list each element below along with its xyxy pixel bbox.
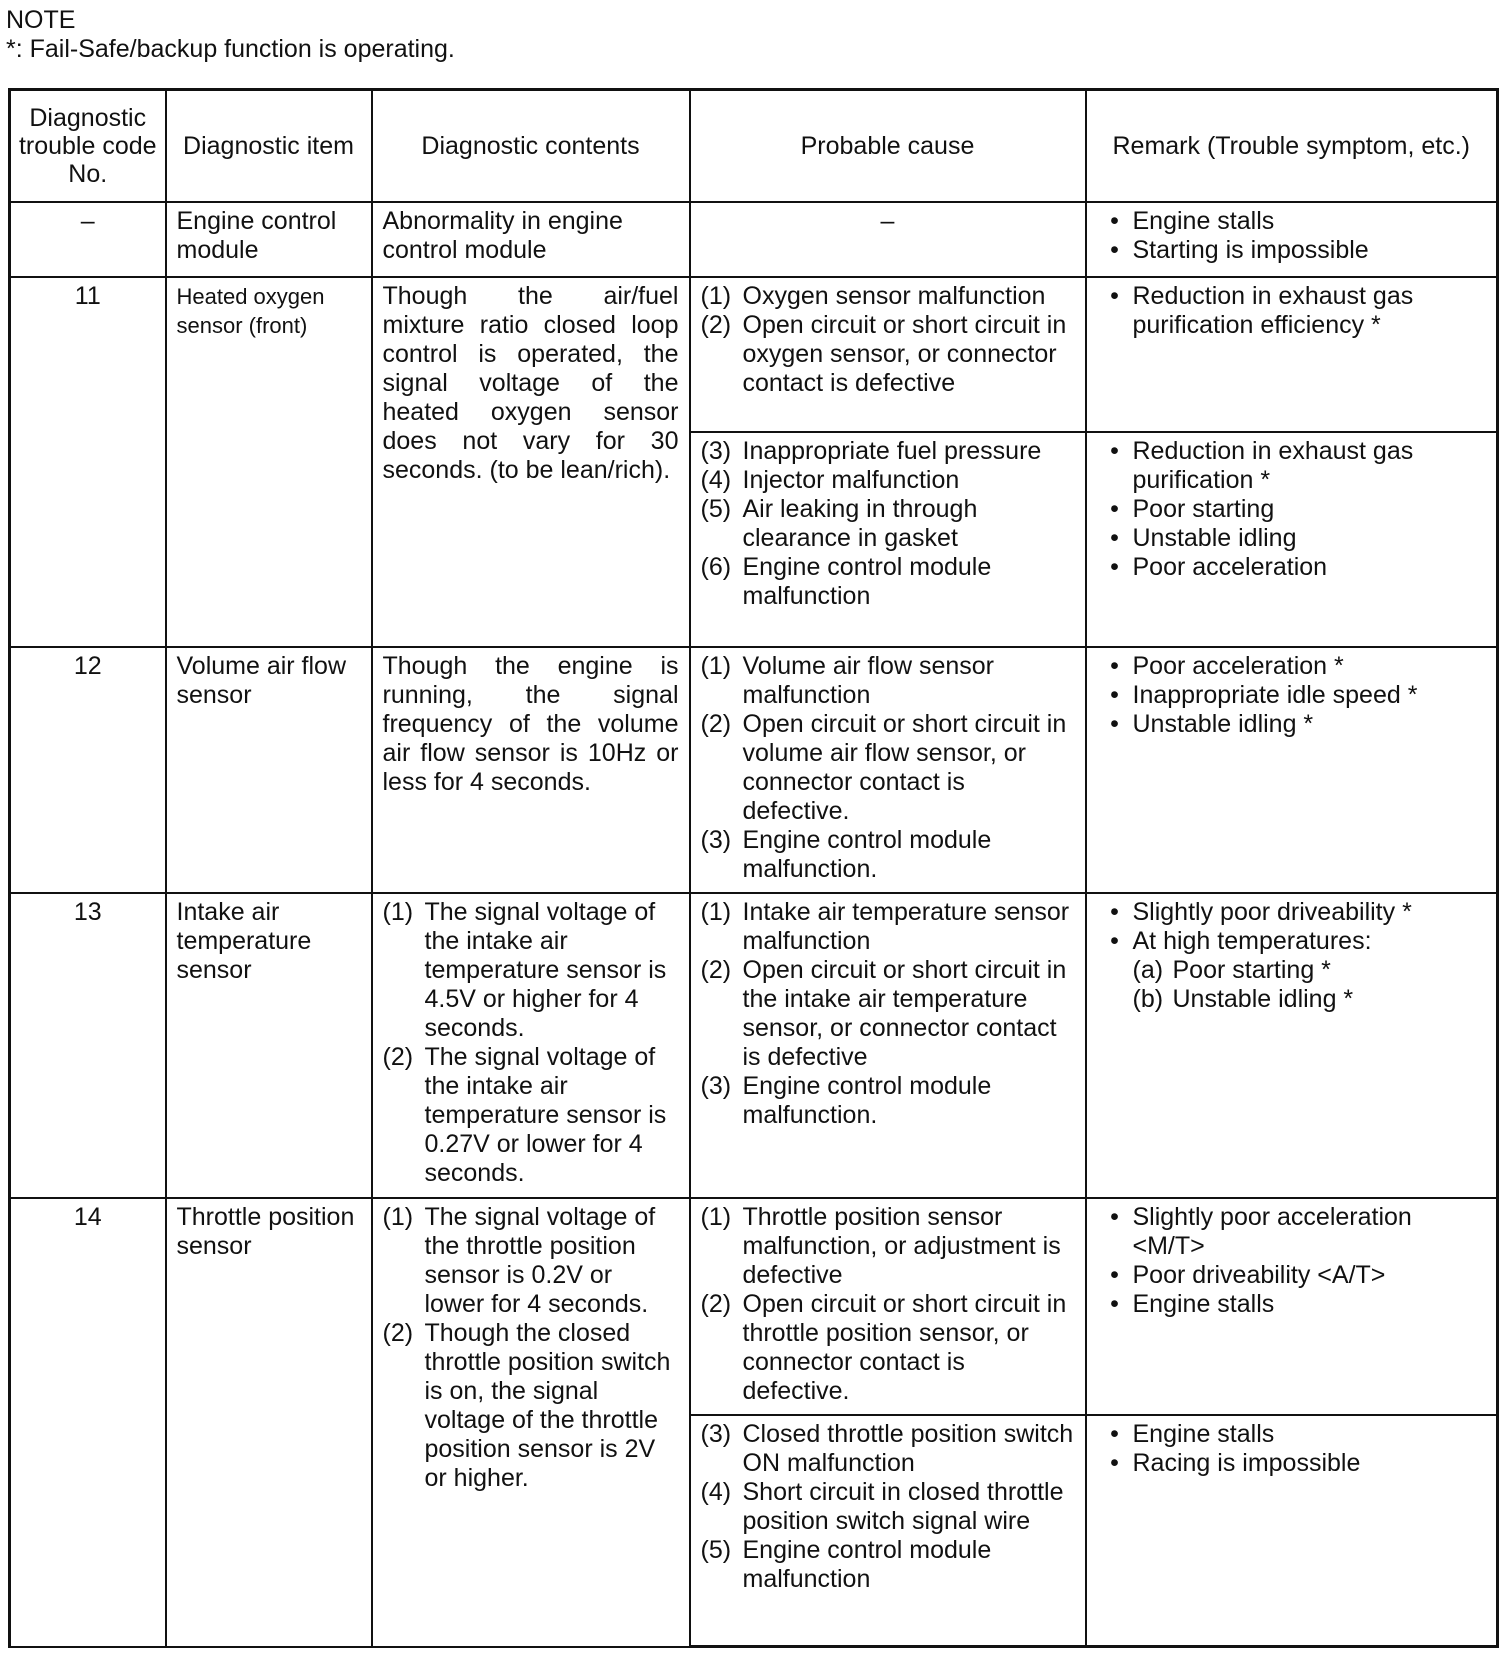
remark-subitem: (b) Unstable idling *	[1132, 985, 1354, 1014]
contents-cell: Abnormality in engine control module	[372, 202, 690, 277]
cause-cell	[690, 893, 1086, 1198]
remark-item: • Poor starting	[1110, 494, 1275, 523]
remark-cell	[1086, 893, 1498, 1198]
remark-item: • Starting is impossible	[1110, 235, 1369, 264]
remark-cell	[1086, 1198, 1498, 1415]
item-cell: Heated oxygen sensor (front)	[166, 277, 372, 647]
item-cell: Intake air temperature sensor	[166, 893, 372, 1198]
note-block	[6, 6, 455, 64]
cause-cell	[690, 277, 1086, 432]
remark-cell	[1086, 1415, 1498, 1647]
remark-item: • Inappropriate idle speed *	[1110, 681, 1418, 710]
contents-item: (2) The signal voltage of the intake air temperature sensor is 0.27V or lower for 4 seconds.	[382, 1043, 667, 1188]
remark-item: • Unstable idling	[1110, 523, 1297, 552]
remark-item: • Racing is impossible	[1110, 1448, 1361, 1477]
table-row-14	[10, 1198, 1498, 1415]
remark-item: • Poor acceleration *	[1110, 652, 1344, 681]
remark-cell	[1086, 202, 1498, 277]
remark-item: • Reduction in exhaust gas purification efficiency *	[1110, 282, 1414, 340]
remark-item: • Poor driveability <A/T>	[1110, 1261, 1386, 1290]
cause-item: (2) Open circuit or short circuit in oxygen sensor, or connector contact is defective	[700, 311, 1067, 398]
code-cell: 11	[10, 277, 166, 647]
item-cell: Throttle position sensor	[166, 1198, 372, 1646]
cause-item: (4) Short circuit in closed throttle position switch signal wire	[700, 1477, 1064, 1535]
table-row-ecm	[10, 202, 1498, 277]
cause-item: (2) Open circuit or short circuit in throttle position sensor, or connector contact is defective.	[700, 1290, 1067, 1406]
remark-cell	[1086, 647, 1498, 893]
contents-item: (2) Though the closed throttle position switch is on, the signal voltage of the throttle position sensor is 2V or higher.	[382, 1319, 671, 1493]
header-code: Diagnostic trouble code No.	[10, 90, 166, 202]
contents-cell: Though the air/fuel mixture ratio closed loop control is operated, the signal voltage of the heated oxygen sensor does not vary for 30 seconds. (to be lean/rich).	[372, 277, 690, 647]
header-item: Diagnostic item	[166, 90, 372, 202]
cause-item: (2) Open circuit or short circuit in volume air flow sensor, or connector contact is defective.	[700, 710, 1067, 826]
note-text: *: Fail-Safe/backup function is operating.	[6, 35, 455, 63]
contents-item: (1) The signal voltage of the throttle position sensor is 0.2V or lower for 4 seconds.	[382, 1203, 656, 1319]
contents-cell	[372, 893, 690, 1198]
note-title: NOTE	[6, 6, 76, 34]
diagnostic-table	[8, 88, 1499, 1648]
cause-item: (3) Inappropriate fuel pressure	[700, 436, 1042, 465]
remark-item: • At high temperatures:	[1110, 927, 1372, 956]
remark-item: • Slightly poor driveability *	[1110, 898, 1412, 927]
cause-cell	[690, 647, 1086, 893]
item-cell: Engine control module	[166, 202, 372, 277]
cause-item: (4) Injector malfunction	[700, 465, 960, 494]
contents-cell	[372, 1198, 690, 1646]
remark-item: • Unstable idling *	[1110, 710, 1314, 739]
item-cell: Volume air flow sensor	[166, 647, 372, 893]
remark-subitem: (a) Poor starting *	[1132, 956, 1331, 985]
cause-item: (1) Throttle position sensor malfunction, or adjustment is defective	[700, 1203, 1061, 1290]
cause-item: (6) Engine control module malfunction	[700, 552, 992, 610]
cause-cell	[690, 1198, 1086, 1415]
cause-item: (1) Volume air flow sensor malfunction	[700, 652, 995, 710]
header-contents: Diagnostic contents	[372, 90, 690, 202]
remark-item: • Engine stalls	[1110, 206, 1275, 235]
cause-cell: –	[690, 202, 1086, 277]
remark-item: • Reduction in exhaust gas purification *	[1110, 436, 1414, 494]
header-remark: Remark (Trouble symptom, etc.)	[1086, 90, 1498, 202]
code-cell: 14	[10, 1198, 166, 1646]
cause-item: (3) Engine control module malfunction.	[700, 826, 992, 884]
cause-item: (1) Intake air temperature sensor malfunction	[700, 898, 1070, 956]
cause-cell	[690, 432, 1086, 648]
table-row-12	[10, 647, 1498, 893]
code-cell: –	[10, 202, 166, 277]
cause-item: (3) Engine control module malfunction.	[700, 1072, 992, 1130]
remark-item: • Engine stalls	[1110, 1290, 1275, 1319]
cause-item: (1) Oxygen sensor malfunction	[700, 282, 1046, 311]
remark-cell	[1086, 277, 1498, 432]
remark-item: • Poor acceleration	[1110, 552, 1328, 581]
table-row-13	[10, 893, 1498, 1198]
remark-item: • Slightly poor acceleration <M/T>	[1110, 1203, 1412, 1261]
remark-cell	[1086, 432, 1498, 648]
table-row-11	[10, 277, 1498, 432]
header-row	[10, 90, 1498, 202]
code-cell: 13	[10, 893, 166, 1198]
cause-item: (5) Air leaking in through clearance in gasket	[700, 494, 978, 552]
remark-item: • Engine stalls	[1110, 1419, 1275, 1448]
cause-item: (5) Engine control module malfunction	[700, 1535, 992, 1593]
header-cause: Probable cause	[690, 90, 1086, 202]
cause-item: (2) Open circuit or short circuit in the intake air temperature sensor, or connector contact is defective	[700, 956, 1067, 1072]
cause-cell	[690, 1415, 1086, 1647]
cause-item: (3) Closed throttle position switch ON malfunction	[700, 1419, 1074, 1477]
contents-cell: Though the engine is running, the signal frequency of the volume air flow sensor is 10Hz or less for 4 seconds.	[372, 647, 690, 893]
contents-item: (1) The signal voltage of the intake air temperature sensor is 4.5V or higher for 4 seconds.	[382, 898, 667, 1043]
code-cell: 12	[10, 647, 166, 893]
